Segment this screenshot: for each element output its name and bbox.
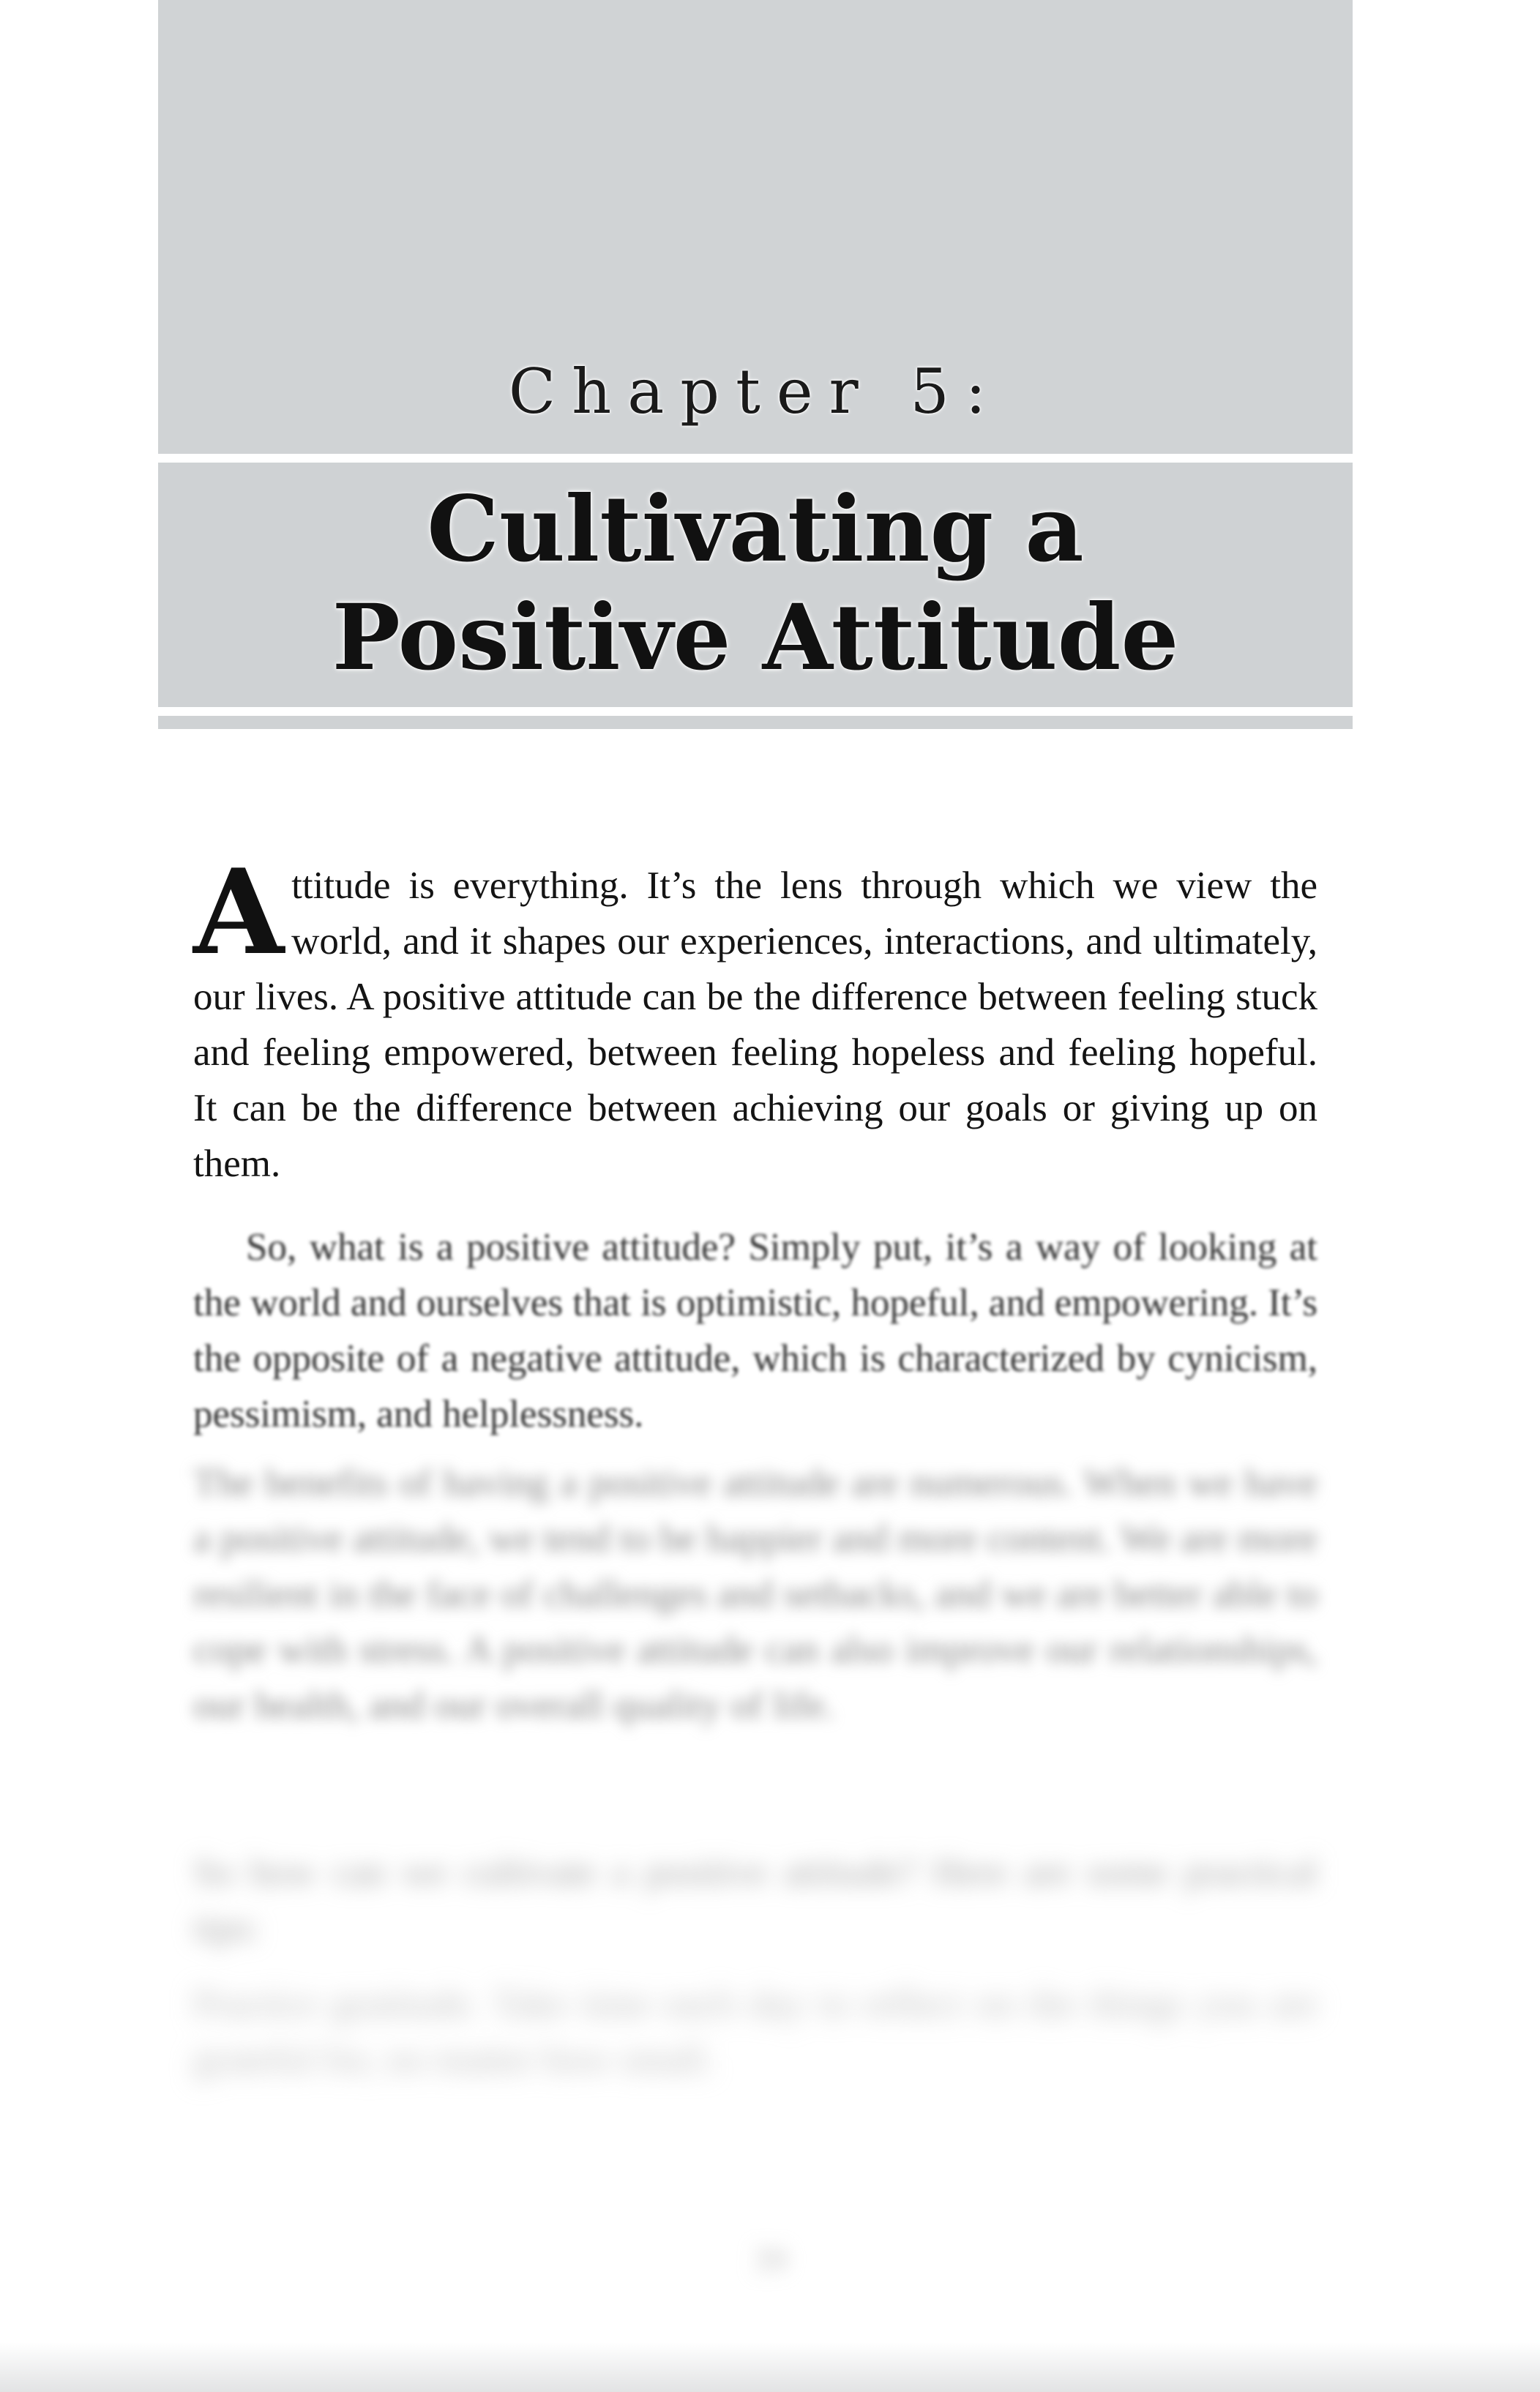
chapter-label: Chapter 5: bbox=[508, 356, 1003, 427]
header-gap bbox=[158, 707, 1353, 716]
body-text bbox=[193, 843, 1317, 1435]
bottom-shade bbox=[0, 2342, 1540, 2392]
paragraph-4: So how can we cultivate a positive attitude? Here are some practical tips: bbox=[193, 1851, 1317, 1949]
chapter-header bbox=[158, 0, 1353, 732]
header-bottom-rule bbox=[158, 716, 1353, 729]
paragraph-5: Practice gratitude. Take time each day to reflect on the things you are grateful for, no matter how small. bbox=[193, 1983, 1317, 2081]
header-divider bbox=[158, 454, 1353, 463]
drop-cap: A bbox=[193, 843, 285, 981]
chapter-title-line-2: Positive Attitude bbox=[332, 585, 1179, 691]
page-number: 39 bbox=[752, 2240, 788, 2279]
chapter-title-line-1: Cultivating a bbox=[427, 476, 1084, 583]
paragraph-1 bbox=[193, 843, 1317, 1192]
paragraph-2: So, what is a positive attitude? Simply put, it’s a way of looking at the world and ourselves that is optimistic, hopeful, and empowering. It’s the opposite of a negative attitude, which is characterized by cynicism, pessimism, and helplessness. bbox=[193, 1226, 1317, 1435]
paragraph-1-text: ttitude is everything. It’s the lens through which we view the world, and it shapes our experiences, interactions, and ultimately, our lives. A positive attitude can be the difference between feeling stuck and feeling empowered, between feeling hopeless and feeling hopeful. It can be the difference between achieving our goals or giving up on them. bbox=[193, 864, 1317, 1185]
chapter-title bbox=[158, 476, 1353, 692]
paragraph-3: The benefits of having a positive attitude are numerous. When we have a positive attitude, we tend to be happier and more content. We are more resilient in the face of challenges and setbacks, and we are better able to cope with stress. A positive attitude can also improve our relationships, our health, and our overall quality of life. bbox=[193, 1462, 1317, 1727]
